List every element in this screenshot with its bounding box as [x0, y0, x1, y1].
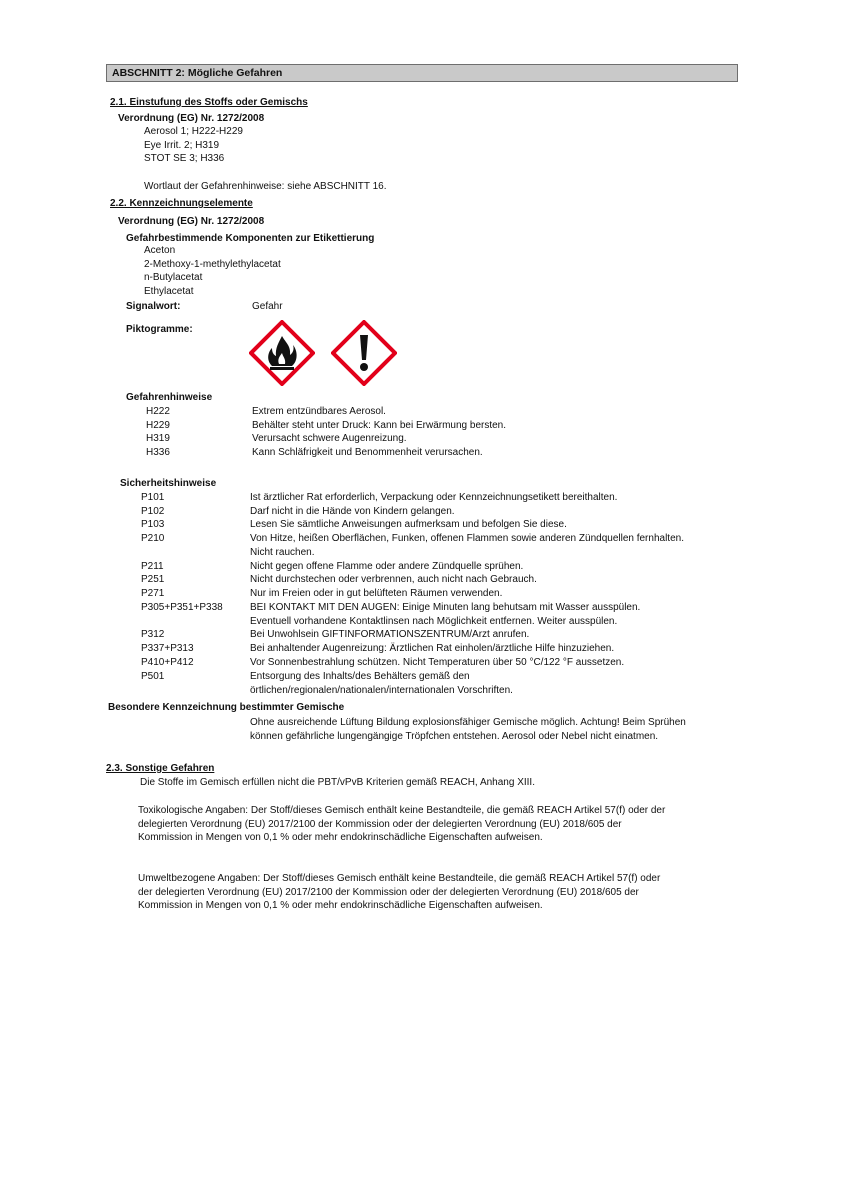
hazard-text: Verursacht schwere Augenreizung.	[252, 433, 407, 444]
heading-2-3: 2.3. Sonstige Gefahren	[106, 763, 215, 774]
precaution-text: BEI KONTAKT MIT DEN AUGEN: Einige Minuten lang behutsam mit Wasser ausspülen. Eventuell vorhandene Kontaktlinsen nach Möglichkeit entfernen. Weiter ausspülen.	[250, 602, 641, 627]
hazard-code: H229	[146, 420, 170, 431]
component-item: n-Butylacetat	[144, 272, 203, 283]
classification-item: Aerosol 1; H222-H229	[144, 126, 243, 137]
precaution-code: P271	[141, 588, 165, 599]
hazard-text: Extrem entzündbares Aerosol.	[252, 406, 386, 417]
precaution-text: Nicht durchstechen oder verbrennen, auch nicht nach Gebrauch.	[250, 574, 537, 585]
hazard-statements-label: Gefahrenhinweise	[126, 392, 213, 403]
precaution-code: P210	[141, 533, 165, 544]
precaution-text: Entsorgung des Inhalts/des Behälters gemäß den örtlichen/regionalen/nationalen/internationalen Vorschriften.	[250, 671, 513, 696]
hazard-text-note: Wortlaut der Gefahrenhinweise: siehe ABSCHNITT 16.	[144, 181, 387, 192]
precaution-code: P251	[141, 574, 165, 585]
hazard-text: Kann Schläfrigkeit und Benommenheit verursachen.	[252, 447, 483, 458]
precaution-code: P102	[141, 506, 165, 517]
precaution-text: Darf nicht in die Hände von Kindern gelangen.	[250, 506, 455, 517]
precaution-code: P211	[141, 561, 164, 572]
heading-2-2: 2.2. Kennzeichnungselemente	[110, 198, 253, 209]
regulation-2-2: Verordnung (EG) Nr. 1272/2008	[118, 216, 265, 227]
precaution-text: Nur im Freien oder in gut belüfteten Räumen verwenden.	[250, 588, 503, 599]
exclamation-mark-icon	[331, 320, 397, 386]
pictograms-label: Piktogramme:	[126, 324, 193, 335]
special-labelling-label: Besondere Kennzeichnung bestimmter Gemische	[108, 702, 345, 713]
precaution-code: P101	[141, 492, 165, 503]
precaution-text: Nicht gegen offene Flamme oder andere Zündquelle sprühen.	[250, 561, 524, 572]
precaution-code: P312	[141, 629, 165, 640]
precautionary-statements-label: Sicherheitshinweise	[120, 478, 217, 489]
hazard-code: H222	[146, 406, 170, 417]
component-item: Aceton	[144, 245, 176, 256]
heading-2-1: 2.1. Einstufung des Stoffs oder Gemischs	[110, 97, 308, 108]
precaution-code: P103	[141, 519, 165, 530]
hazard-code: H319	[146, 433, 170, 444]
precaution-text: Bei Unwohlsein GIFTINFORMATIONSZENTRUM/Arzt anrufen.	[250, 629, 530, 640]
flame-icon	[249, 320, 315, 386]
precaution-text: Von Hitze, heißen Oberflächen, Funken, offenen Flammen sowie anderen Zündquellen fernhalten. Nicht rauchen.	[250, 533, 684, 558]
component-item: 2-Methoxy-1-methylethylacetat	[144, 259, 281, 270]
signal-word-label: Signalwort:	[126, 301, 181, 312]
precaution-text: Bei anhaltender Augenreizung: Ärztlichen Rat einholen/ärztliche Hilfe hinzuziehen.	[250, 643, 615, 654]
component-item: Ethylacetat	[144, 286, 194, 297]
precaution-code: P337+P313	[141, 643, 194, 654]
precaution-code: P410+P412	[141, 657, 194, 668]
precaution-code: P501	[141, 671, 165, 682]
precaution-text: Vor Sonnenbestrahlung schützen. Nicht Temperaturen über 50 °C/122 °F aussetzen.	[250, 657, 625, 668]
environmental-statement: Umweltbezogene Angaben: Der Stoff/dieses Gemisch enthält keine Bestandteile, die gemäß REACH Artikel 57(f) oder der delegierten Verordnung (EU) 2017/2100 der Kommission oder der delegierten Verordnung (EU) 2018/605 der Kommission in Mengen von 0,1 % oder mehr endokrinschädliche Eigenschaften aufweisen.	[138, 873, 661, 911]
regulation-2-1: Verordnung (EG) Nr. 1272/2008	[118, 113, 265, 124]
precaution-text: Lesen Sie sämtliche Anweisungen aufmerksam und befolgen Sie diese.	[250, 519, 567, 530]
pbt-statement: Die Stoffe im Gemisch erfüllen nicht die PBT/vPvB Kriterien gemäß REACH, Anhang XIII.	[140, 777, 535, 788]
special-labelling-text: Ohne ausreichende Lüftung Bildung explosionsfähiger Gemische möglich. Achtung! Beim Sprühen können gefährliche lungengängige Tröpfchen entstehen. Aerosol oder Nebel nicht einatmen.	[250, 717, 686, 742]
signal-word-value: Gefahr	[252, 301, 283, 312]
section-header: ABSCHNITT 2: Mögliche Gefahren	[106, 64, 738, 82]
hazard-code: H336	[146, 447, 170, 458]
toxicological-statement: Toxikologische Angaben: Der Stoff/dieses Gemisch enthält keine Bestandteile, die gemäß REACH Artikel 57(f) oder der delegierten Verordnung (EU) 2017/2100 der Kommission oder der delegierten Verordnung (EU) 2018/605 der Kommission in Mengen von 0,1 % oder mehr endokrinschädliche Eigenschaften aufweisen.	[138, 805, 666, 843]
classification-item: Eye Irrit. 2; H319	[144, 140, 220, 151]
components-label: Gefahrbestimmende Komponenten zur Etikettierung	[126, 233, 375, 244]
classification-item: STOT SE 3; H336	[144, 153, 225, 164]
precaution-code: P305+P351+P338	[141, 602, 223, 613]
hazard-text: Behälter steht unter Druck: Kann bei Erwärmung bersten.	[252, 420, 507, 431]
precaution-text: Ist ärztlicher Rat erforderlich, Verpackung oder Kennzeichnungsetikett bereithalten.	[250, 492, 618, 503]
